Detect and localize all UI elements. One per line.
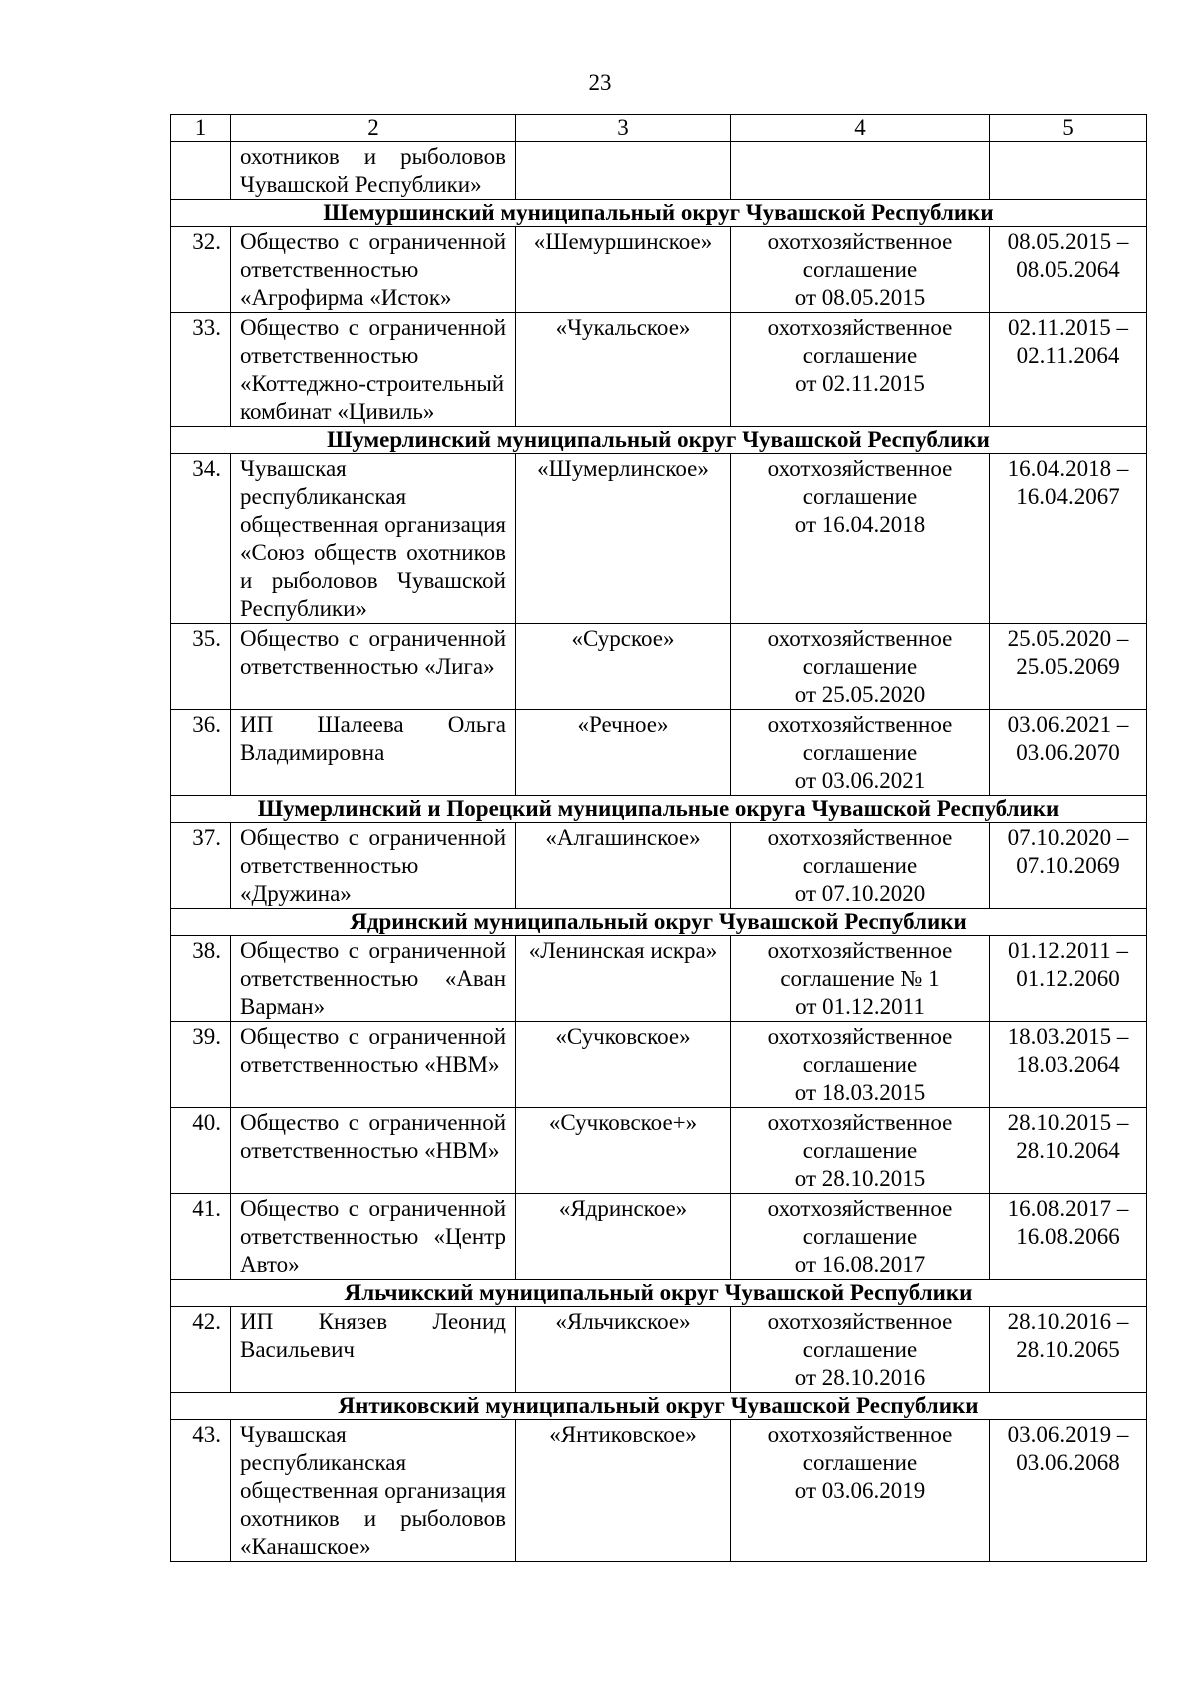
period-start: 03.06.2019 – [1007, 1422, 1129, 1447]
cell-ground: «Ленинская искра» [516, 936, 731, 1022]
cell-ground: «Чукальское» [516, 313, 731, 427]
period-start: 16.08.2017 – [1007, 1196, 1129, 1221]
cell-period [990, 1108, 1147, 1194]
cell-document [731, 313, 990, 427]
period-start: 28.10.2015 – [1007, 1110, 1129, 1135]
section-header-row [171, 1393, 1147, 1420]
cell-ground: «Сучковское+» [516, 1108, 731, 1194]
cell-ground: «Яльчикское» [516, 1307, 731, 1393]
period-end: 08.05.2064 [1016, 257, 1120, 282]
document-type: охотхозяйственное соглашение [767, 1309, 953, 1362]
continuation-row [171, 142, 1147, 200]
document-date: от 07.10.2020 [794, 881, 926, 906]
table-row [171, 624, 1147, 710]
period-start: 08.05.2015 – [1007, 229, 1129, 254]
cell-ground: «Янтиковское» [516, 1420, 731, 1562]
period-end: 16.04.2067 [1016, 484, 1120, 509]
cell-ground: «Сучковское» [516, 1022, 731, 1108]
cell-organization: Общество с ограниченной ответственностью «Коттеджно-строительный комбинат «Цивиль» [231, 313, 516, 427]
period-end: 28.10.2065 [1016, 1337, 1120, 1362]
cell-ground: «Шумерлинское» [516, 454, 731, 624]
cell-period [990, 1194, 1147, 1280]
cell-period [990, 624, 1147, 710]
cell-ground: «Сурское» [516, 624, 731, 710]
cell-period [990, 936, 1147, 1022]
document-type: охотхозяйственное соглашение № 1 [767, 938, 953, 991]
table-row [171, 710, 1147, 796]
cell-organization: Общество с ограниченной ответственностью «Центр Авто» [231, 1194, 516, 1280]
cell-num: 33. [171, 313, 231, 427]
section-title: Шемуршинский муниципальный округ Чувашской Республики [171, 200, 1147, 227]
column-number-5: 5 [990, 115, 1147, 142]
cell-document [731, 624, 990, 710]
period-start: 07.10.2020 – [1007, 825, 1129, 850]
cell-document [731, 1420, 990, 1562]
column-number-3: 3 [516, 115, 731, 142]
cell-ground [516, 142, 731, 200]
period-end: 28.10.2064 [1016, 1138, 1120, 1163]
period-start: 18.03.2015 – [1007, 1024, 1129, 1049]
cell-num: 32. [171, 227, 231, 313]
cell-num: 42. [171, 1307, 231, 1393]
cell-ground: «Шемуршинское» [516, 227, 731, 313]
table-row [171, 1108, 1147, 1194]
cell-period [990, 1420, 1147, 1562]
cell-document [731, 227, 990, 313]
cell-num [171, 142, 231, 200]
document-type: охотхозяйственное соглашение [767, 1196, 953, 1249]
cell-num: 34. [171, 454, 231, 624]
document-date: от 28.10.2015 [794, 1166, 926, 1191]
period-end: 16.08.2066 [1016, 1224, 1120, 1249]
cell-organization: Общество с ограниченной ответственностью «НВМ» [231, 1108, 516, 1194]
cell-num: 37. [171, 823, 231, 909]
cell-organization: ИП Князев Леонид Васильевич [231, 1307, 516, 1393]
document-date: от 03.06.2021 [794, 768, 926, 793]
cell-organization: Общество с ограниченной ответственностью «Дружина» [231, 823, 516, 909]
cell-period [990, 142, 1147, 200]
table-row [171, 1194, 1147, 1280]
document-date: от 28.10.2016 [794, 1365, 926, 1390]
cell-organization: Общество с ограниченной ответственностью «Лига» [231, 624, 516, 710]
column-number-row [171, 115, 1147, 142]
section-header-row [171, 909, 1147, 936]
document-type: охотхозяйственное соглашение [767, 1422, 953, 1475]
period-end: 25.05.2069 [1016, 654, 1120, 679]
document-date: от 18.03.2015 [794, 1080, 926, 1105]
document-type: охотхозяйственное соглашение [767, 825, 953, 878]
period-end: 03.06.2070 [1016, 740, 1120, 765]
period-start: 28.10.2016 – [1007, 1309, 1129, 1334]
period-start: 16.04.2018 – [1007, 456, 1129, 481]
table-row [171, 1022, 1147, 1108]
section-title: Шумерлинский муниципальный округ Чувашской Республики [171, 427, 1147, 454]
section-title: Янтиковский муниципальный округ Чувашской Республики [171, 1393, 1147, 1420]
table-row [171, 936, 1147, 1022]
period-end: 01.12.2060 [1016, 966, 1120, 991]
document-date: от 02.11.2015 [795, 371, 925, 396]
document-type: охотхозяйственное соглашение [767, 712, 953, 765]
table-row [171, 1420, 1147, 1562]
document-date: от 16.08.2017 [794, 1252, 926, 1277]
document-type: охотхозяйственное соглашение [767, 1110, 953, 1163]
cell-document [731, 142, 990, 200]
cell-document [731, 1307, 990, 1393]
cell-num: 43. [171, 1420, 231, 1562]
column-number-2: 2 [231, 115, 516, 142]
cell-organization: Общество с ограниченной ответственностью «Аван Варман» [231, 936, 516, 1022]
table-body [171, 115, 1147, 1562]
document-date: от 03.06.2019 [794, 1478, 926, 1503]
cell-period [990, 313, 1147, 427]
period-end: 03.06.2068 [1016, 1450, 1120, 1475]
cell-document [731, 823, 990, 909]
cell-period [990, 710, 1147, 796]
document-type: охотхозяйственное соглашение [767, 315, 953, 368]
section-header-row [171, 796, 1147, 823]
cell-organization: охотников и рыболовов Чувашской Республики» [231, 142, 516, 200]
section-title: Ядринский муниципальный округ Чувашской Республики [171, 909, 1147, 936]
cell-num: 38. [171, 936, 231, 1022]
cell-document [731, 936, 990, 1022]
cell-document [731, 1194, 990, 1280]
cell-document [731, 710, 990, 796]
column-number-4: 4 [731, 115, 990, 142]
document-date: от 08.05.2015 [794, 285, 926, 310]
cell-num: 39. [171, 1022, 231, 1108]
cell-organization: Чувашская республиканская общественная организация охотников и рыболовов «Канашское» [231, 1420, 516, 1562]
table-row [171, 823, 1147, 909]
section-title: Яльчикский муниципальный округ Чувашской Республики [171, 1280, 1147, 1307]
cell-organization: Чувашская республиканская общественная организация «Союз обществ охотников и рыболовов Чувашской Республики» [231, 454, 516, 624]
table-row [171, 227, 1147, 313]
period-start: 02.11.2015 – [1008, 315, 1128, 340]
cell-num: 35. [171, 624, 231, 710]
period-end: 02.11.2064 [1016, 343, 1120, 368]
cell-organization: Общество с ограниченной ответственностью «НВМ» [231, 1022, 516, 1108]
column-number-1: 1 [171, 115, 231, 142]
cell-period [990, 454, 1147, 624]
period-start: 01.12.2011 – [1008, 938, 1128, 963]
cell-period [990, 227, 1147, 313]
table-row [171, 313, 1147, 427]
document-date: от 25.05.2020 [794, 682, 926, 707]
cell-ground: «Речное» [516, 710, 731, 796]
cell-document [731, 1108, 990, 1194]
table-row [171, 454, 1147, 624]
cell-num: 36. [171, 710, 231, 796]
section-header-row [171, 1280, 1147, 1307]
section-header-row [171, 200, 1147, 227]
section-header-row [171, 427, 1147, 454]
cell-period [990, 823, 1147, 909]
cell-period [990, 1022, 1147, 1108]
cell-ground: «Алгашинское» [516, 823, 731, 909]
cell-document [731, 454, 990, 624]
document-type: охотхозяйственное соглашение [767, 229, 953, 282]
document-type: охотхозяйственное соглашение [767, 456, 953, 509]
section-title: Шумерлинский и Порецкий муниципальные округа Чувашской Республики [171, 796, 1147, 823]
cell-num: 40. [171, 1108, 231, 1194]
period-end: 18.03.2064 [1016, 1052, 1120, 1077]
cell-period [990, 1307, 1147, 1393]
document-date: от 01.12.2011 [795, 994, 925, 1019]
document-date: от 16.04.2018 [794, 512, 926, 537]
period-start: 03.06.2021 – [1007, 712, 1129, 737]
cell-document [731, 1022, 990, 1108]
cell-ground: «Ядринское» [516, 1194, 731, 1280]
table-row [171, 1307, 1147, 1393]
page-number: 23 [588, 70, 612, 95]
period-end: 07.10.2069 [1016, 853, 1120, 878]
document-type: охотхозяйственное соглашение [767, 1024, 953, 1077]
period-start: 25.05.2020 – [1007, 626, 1129, 651]
hunting-grounds-table [170, 114, 1147, 1562]
cell-organization: ИП Шалеева Ольга Владимировна [231, 710, 516, 796]
cell-organization: Общество с ограниченной ответственностью «Агрофирма «Исток» [231, 227, 516, 313]
cell-num: 41. [171, 1194, 231, 1280]
document-type: охотхозяйственное соглашение [767, 626, 953, 679]
